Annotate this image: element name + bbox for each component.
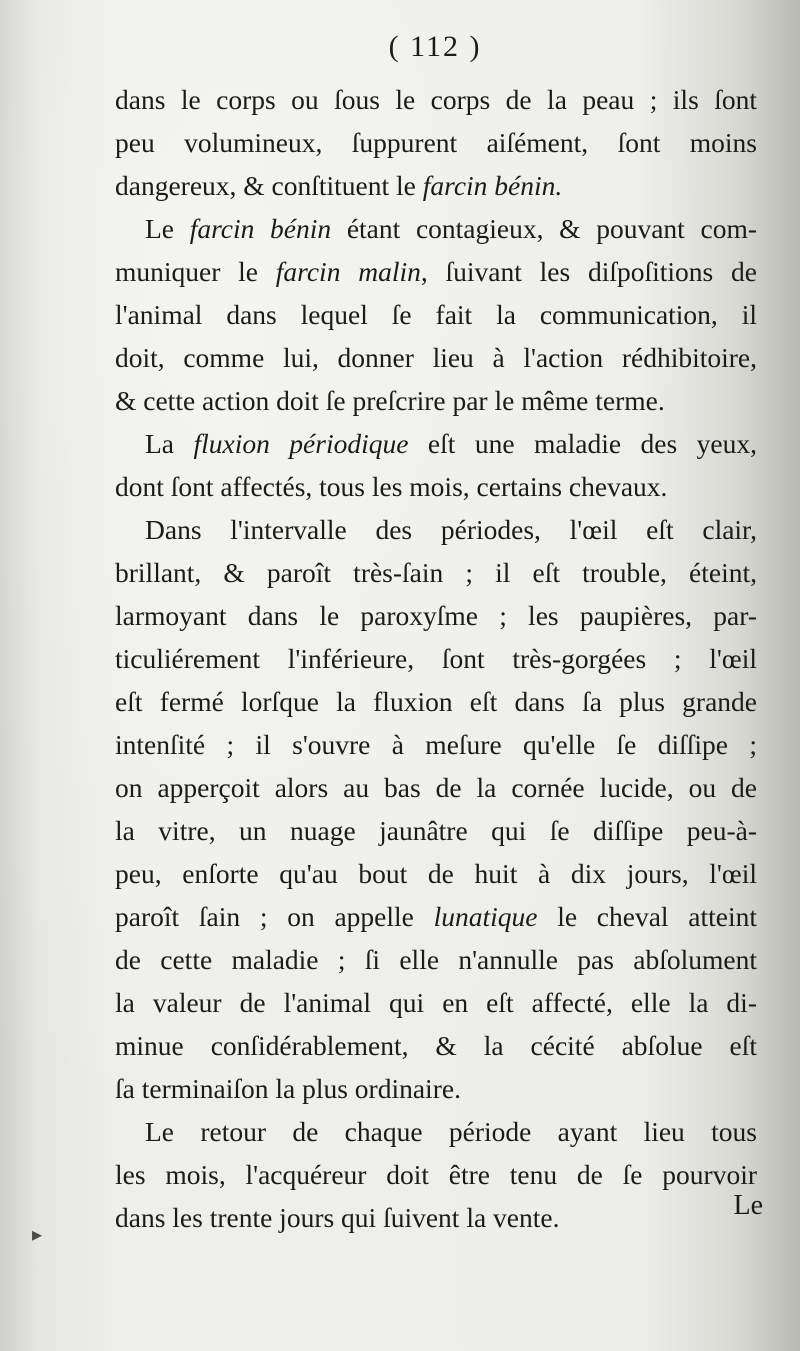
text-line (115, 809, 757, 852)
text-line (115, 1196, 757, 1239)
text-segment: dans le corps ou ſous le corps de la peau ; ils ſont (115, 84, 757, 115)
text-line (115, 766, 757, 809)
text-line (115, 1067, 757, 1110)
text-line (115, 680, 757, 723)
text-line (115, 637, 757, 680)
text-segment: eſt une maladie des yeux, (408, 428, 757, 459)
text-segment: peu, enſorte qu'au bout de huit à dix jours, l'œil (115, 858, 757, 889)
text-segment: peu volumineux, ſuppurent aiſément, ſont moins (115, 127, 757, 158)
text-line (115, 250, 757, 293)
text-line (115, 508, 757, 551)
text-segment: ſa terminaiſon la plus ordinaire. (115, 1073, 461, 1104)
text-line (115, 938, 757, 981)
text-segment: eſt fermé lorſque la fluxion eſt dans ſa plus grande (115, 686, 757, 717)
text-segment: muniquer le (115, 256, 276, 287)
text-line (115, 379, 757, 422)
text-line (115, 207, 757, 250)
text-line (115, 594, 757, 637)
text-line (115, 895, 757, 938)
text-line (115, 121, 757, 164)
text-line (115, 422, 757, 465)
text-segment: étant contagieux, & pouvant com- (331, 213, 757, 244)
text-segment: Le retour de chaque période ayant lieu tous (145, 1116, 757, 1147)
text-segment: brillant, & paroît très-ſain ; il eſt trouble, éteint, (115, 557, 757, 588)
text-segment: on apperçoit alors au bas de la cornée lucide, ou de (115, 772, 757, 803)
italic-term: lunatique (433, 901, 538, 932)
text-segment: La (145, 428, 194, 459)
text-segment: , ſuivant les diſpoſitions de (420, 256, 757, 287)
text-segment: le cheval atteint (537, 901, 758, 932)
page-number: ( 112 ) (388, 30, 482, 63)
text-line (115, 1153, 757, 1196)
text-segment: ticuliérement l'inférieure, ſont très-gorgées ; l'œil (115, 643, 757, 674)
text-line (115, 723, 757, 766)
italic-term: fluxion périodique (193, 428, 409, 459)
text-segment: larmoyant dans le paroxyſme ; les paupières, par- (115, 600, 757, 631)
text-segment: dont ſont affectés, tous les mois, certains chevaux. (115, 471, 668, 502)
text-segment: intenſité ; il s'ouvre à meſure qu'elle ſe diſſipe ; (115, 729, 757, 760)
text-line (115, 293, 757, 336)
catchword: Le (733, 1190, 763, 1221)
text-line (115, 981, 757, 1024)
text-line (115, 1024, 757, 1067)
margin-ink-mark: ▸ (32, 1224, 43, 1246)
text-segment: la vitre, un nuage jaunâtre qui ſe diſſipe peu-à- (115, 815, 757, 846)
text-segment: & cette action doit ſe preſcrire par le même terme. (115, 385, 665, 416)
text-segment: paroît ſain ; on appelle (115, 901, 434, 932)
text-segment: doit, comme lui, donner lieu à l'action rédhibitoire, (115, 342, 757, 373)
italic-term: farcin malin (275, 256, 421, 287)
text-line (115, 551, 757, 594)
text-segment: dangereux, & conſtituent le (115, 170, 423, 201)
text-segment: Le (145, 213, 190, 244)
text-line (115, 465, 757, 508)
text-segment: de cette maladie ; ſi elle n'annulle pas abſolument (115, 944, 757, 975)
text-segment: la valeur de l'animal qui en eſt affecté, elle la di- (115, 987, 757, 1018)
text-line (115, 164, 757, 207)
text-segment: Dans l'intervalle des périodes, l'œil eſt clair, (145, 514, 757, 545)
italic-term: farcin bénin (189, 213, 332, 244)
text-segment: dans les trente jours qui ſuivent la vente. (115, 1202, 560, 1233)
text-segment: l'animal dans lequel ſe fait la communication, il (115, 299, 757, 330)
text-line (115, 336, 757, 379)
text-line (115, 78, 757, 121)
text-segment: minue conſidérablement, & la cécité abſolue eſt (115, 1030, 757, 1061)
text-segment: les mois, l'acquéreur doit être tenu de ſe pourvoir (115, 1159, 757, 1190)
italic-term: farcin bénin. (422, 170, 563, 201)
text-line (115, 1110, 757, 1153)
page-body-text (115, 78, 757, 1239)
text-line (115, 852, 757, 895)
